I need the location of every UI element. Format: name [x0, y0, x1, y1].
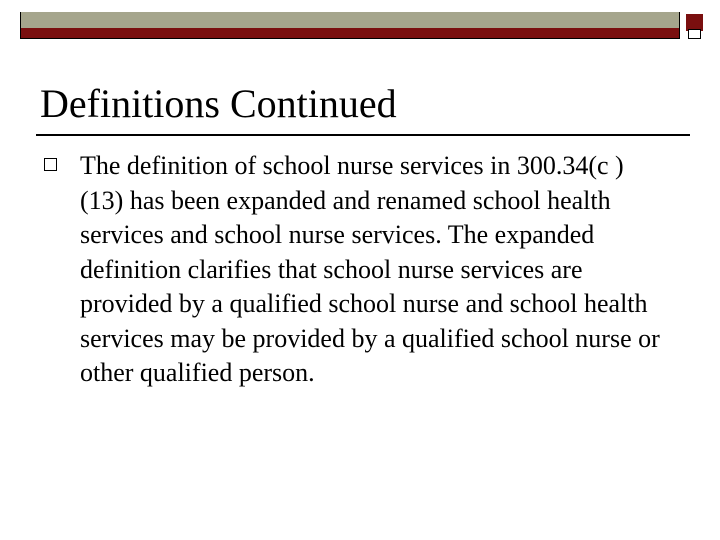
top-band-fill [21, 12, 679, 28]
title-divider [36, 134, 690, 136]
bullet-text: The definition of school nurse services in 300.34(c )(13) has been expanded and renamed school health services and school nurse services. The expanded definition clarifies that school nurse services are provided by a qualified school nurse and school health services may be provided by a qualified school nurse or other qualified person. [80, 151, 660, 387]
slide-title: Definitions Continued [40, 81, 397, 126]
top-band-accent [21, 28, 679, 38]
corner-square-outline [688, 29, 701, 39]
hollow-square-bullet-icon [44, 158, 57, 171]
